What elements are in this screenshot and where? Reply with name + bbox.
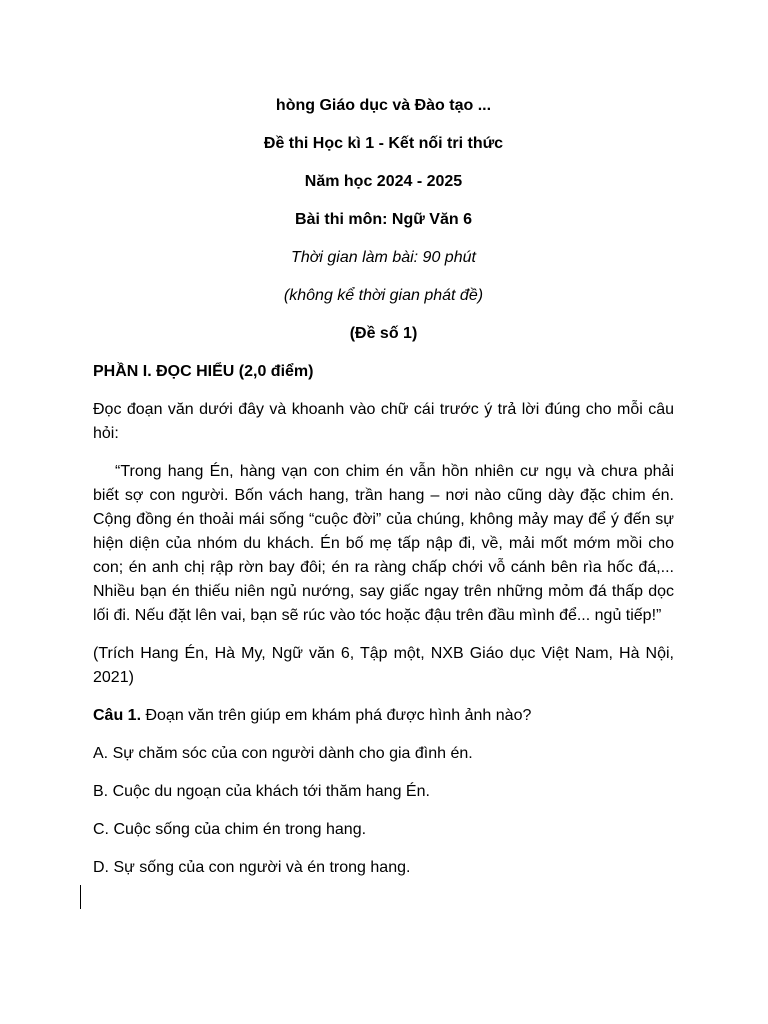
header-duration: Thời gian làm bài: 90 phút	[291, 249, 476, 266]
reading-passage: “Trong hang Én, hàng vạn con chim én vẫn hồn nhiên cư ngụ và chưa phải biết sợ con người. Bốn vách hang, trần hang – nơi nào cũng dày đặc chim én. Cộng đồng én thoải mái sống “cuộc đời” của chúng, không mảy may để ý đến sự hiện diện của nhóm du khách. Én bố mẹ tấp nập đi, về, mải mốt mớm mồi cho con; én anh chị rập rờn bay đôi; én ra ràng chấp chới vỗ cánh bên rìa hốc đá,... Nhiều bạn én thiếu niên ngủ nướng, say giấc ngay trên những mỏm đá thấp dọc lối đi. Nếu đặt lên vai, bạn sẽ rúc vào tóc hoặc đậu trên đầu mình để... ngủ tiếp!”	[93, 463, 674, 624]
answer-option-b: B. Cuộc du ngoạn của khách tới thăm hang Én.	[93, 783, 430, 800]
text-cursor	[80, 885, 81, 909]
header-duration-note: (không kể thời gian phát đề)	[283, 287, 484, 304]
header-exam-title: Đề thi Học kì 1 - Kết nối tri thức	[263, 135, 504, 152]
question-1-label: Câu 1.	[93, 707, 142, 724]
question-1-text: Đoạn văn trên giúp em khám phá được hình ảnh nào?	[141, 707, 532, 724]
section-title: PHẦN I. ĐỌC HIỂU (2,0 điểm)	[93, 363, 314, 380]
question-1	[93, 704, 674, 728]
answer-option-c: C. Cuộc sống của chim én trong hang.	[93, 821, 367, 838]
header-school-year: Năm học 2024 - 2025	[304, 173, 463, 190]
header-subject: Bài thi môn: Ngữ Văn 6	[295, 211, 472, 228]
answer-option-d: D. Sự sống của con người và én trong hang.	[93, 859, 411, 876]
passage-source: (Trích Hang Én, Hà My, Ngữ văn 6, Tập một, NXB Giáo dục Việt Nam, Hà Nội, 2021)	[93, 645, 674, 686]
header-department: hòng Giáo dục và Đào tạo ...	[275, 97, 492, 114]
section-instruction: Đọc đoạn văn dưới đây và khoanh vào chữ cái trước ý trả lời đúng cho mỗi câu hỏi:	[93, 401, 674, 442]
answer-option-a: A. Sự chăm sóc của con người dành cho gia đình én.	[93, 745, 473, 762]
header-exam-number: (Đề số 1)	[349, 325, 418, 342]
document-body	[93, 94, 674, 894]
